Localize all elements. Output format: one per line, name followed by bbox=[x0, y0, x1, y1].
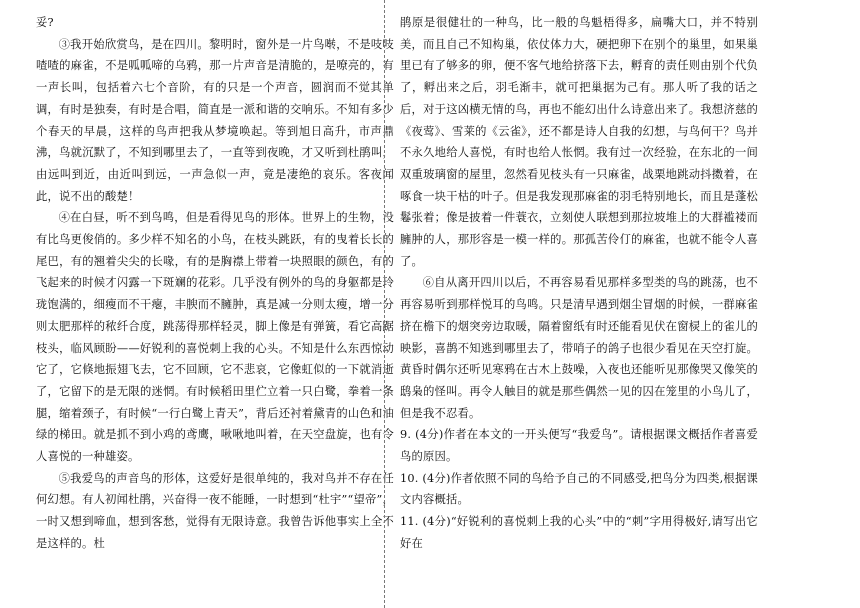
paragraph-5: ⑤我爱鸟的声音鸟的形体，这爱好是很单纯的，我对鸟并不存在任何幻想。有人初闻杜鹃，兴奋得一夜不能睡，一时想到“杜宇”“望帝”，一时又想到啼血，想到客愁，觉得有无限诗意。我曾告诉他事实上全不是这样的。杜 bbox=[36, 471, 394, 550]
question-10: 10. (4分)作者依照不同的鸟给予自己的不同感受,把鸟分为四类,根据课文内容概括。 bbox=[400, 471, 758, 507]
left-column bbox=[36, 12, 394, 555]
paragraph-3: ③我开始欣赏鸟，是在四川。黎明时，窗外是一片鸟啭，不是吱吱喳喳的麻雀，不是呱呱啼的乌鸦，那一片声音是清脆的，是嘹亮的，有一声长叫，包括着六七个音阶，有的只是一个声音，圆润而不觉其单调，有时是独奏，有时是合唱，简直是一派和谐的交响乐。不知有多少个春天的早晨，这样的鸟声把我从梦境唤起。等到旭日高升，市声鼎沸，鸟就沉默了，不知到哪里去了，一直等到夜晚，才又听到杜鹃叫，由远叫到近，由近叫到远，一声急似一声，竟是凄绝的哀乐。客夜闻此，说不出的酸楚！ bbox=[36, 37, 394, 203]
question-9: 9. (4分)作者在本文的一开头便写“我爱鸟”。请根据课文概括作者喜爱鸟的原因。 bbox=[400, 428, 758, 464]
right-column bbox=[400, 12, 758, 555]
paragraph-fragment: 妥? bbox=[36, 16, 54, 29]
column-divider bbox=[384, 0, 385, 608]
paragraph-4: ④在白昼，听不到鸟鸣，但是看得见鸟的形体。世界上的生物，没有比鸟更俊俏的。多少样不知名的小鸟，在枝头跳跃，有的曳着长长的尾巴，有的翘着尖尖的长喙，有的是胸襟上带着一块照眼的颜色，有的飞起来的时候才闪露一下斑斓的花彩。几乎没有例外的鸟的身躯都是玲珑饱满的，细瘦而不干瘪，丰腴而不臃肿，真是减一分则太瘦，增一分则太肥那样的秾纤合度，跳荡得那样轻灵，脚上像是有弹簧，看它高踞枝头，临风顾盼——好锐利的喜悦刺上我的心头。不知是什么东西惊动它了，它倏地振翅飞去，它不回顾，它不悲哀，它像虹似的一下就消逝了，它留下的是无限的迷惘。有时候稻田里伫立着一只白鹭，拳着一条腿，缩着颈子，有时候“一行白鹭上青天”，背后还衬着黛青的山色和油绿的梯田。就是抓不到小鸡的鸢鹰，啾啾地叫着，在天空盘旋，也有令人喜悦的一种雄姿。 bbox=[36, 211, 394, 464]
question-11: 11. (4分)“好锐利的喜悦刺上我的心头”中的“刺”字用得极好,请写出它好在 bbox=[400, 515, 758, 550]
paragraph-6: ⑥自从离开四川以后，不再容易看见那样多型类的鸟的跳荡，也不再容易听到那样悦耳的鸟鸣。只是清早遇到烟尘冒烟的时候，一群麻雀挤在檐下的烟突旁边取暖，隔着窗纸有时还能看见伏在窗棂上的雀儿的映影，喜鹊不知逃到哪里去了，带哨子的鸽子也很少看见在天空打旋。黄昏时偶尔还听见寒鸦在古木上鼓噪，入夜也还能听见那像哭又像笑的鸱枭的怪叫。再令人触目的就是那些偶然一见的囚在笼里的小鸟儿了，但是我不忍看。 bbox=[400, 276, 758, 420]
paragraph-5-continued: 鹃原是很健壮的一种鸟，比一般的鸟魁梧得多，扁嘴大口，并不特别美，而且自己不知构巢，依仗体力大，硬把卵下在别个的巢里，如果巢里已有了够多的卵，便不客气地给挤落下去，孵育的责任则由别个代负了，孵出来之后，羽毛渐丰，就可把巢据为己有。那人听了我的话之后，对于这凶横无情的鸟，再也不能幻出什么诗意出来了。我想济慈的《夜莺》、雪莱的《云雀》，还不都是诗人自我的幻想，与鸟何干？鸟并不永久地给人喜悦，有时也给人怅惘。我有过一次经验，在东北的一间双重玻璃窗的屋里，忽然看见枝头有一只麻雀，战栗地跳动抖擞着，在啄食一块干枯的叶子。但是我发现那麻雀的羽毛特别地长，而且是蓬松鬈张着；像是披着一件蓑衣，立刻使人联想到那拉坡堆上的大群褴褛而臃肿的人，那形容是一模一样的。那孤苦伶仃的麻雀，也就不能令人喜了。 bbox=[400, 16, 758, 268]
